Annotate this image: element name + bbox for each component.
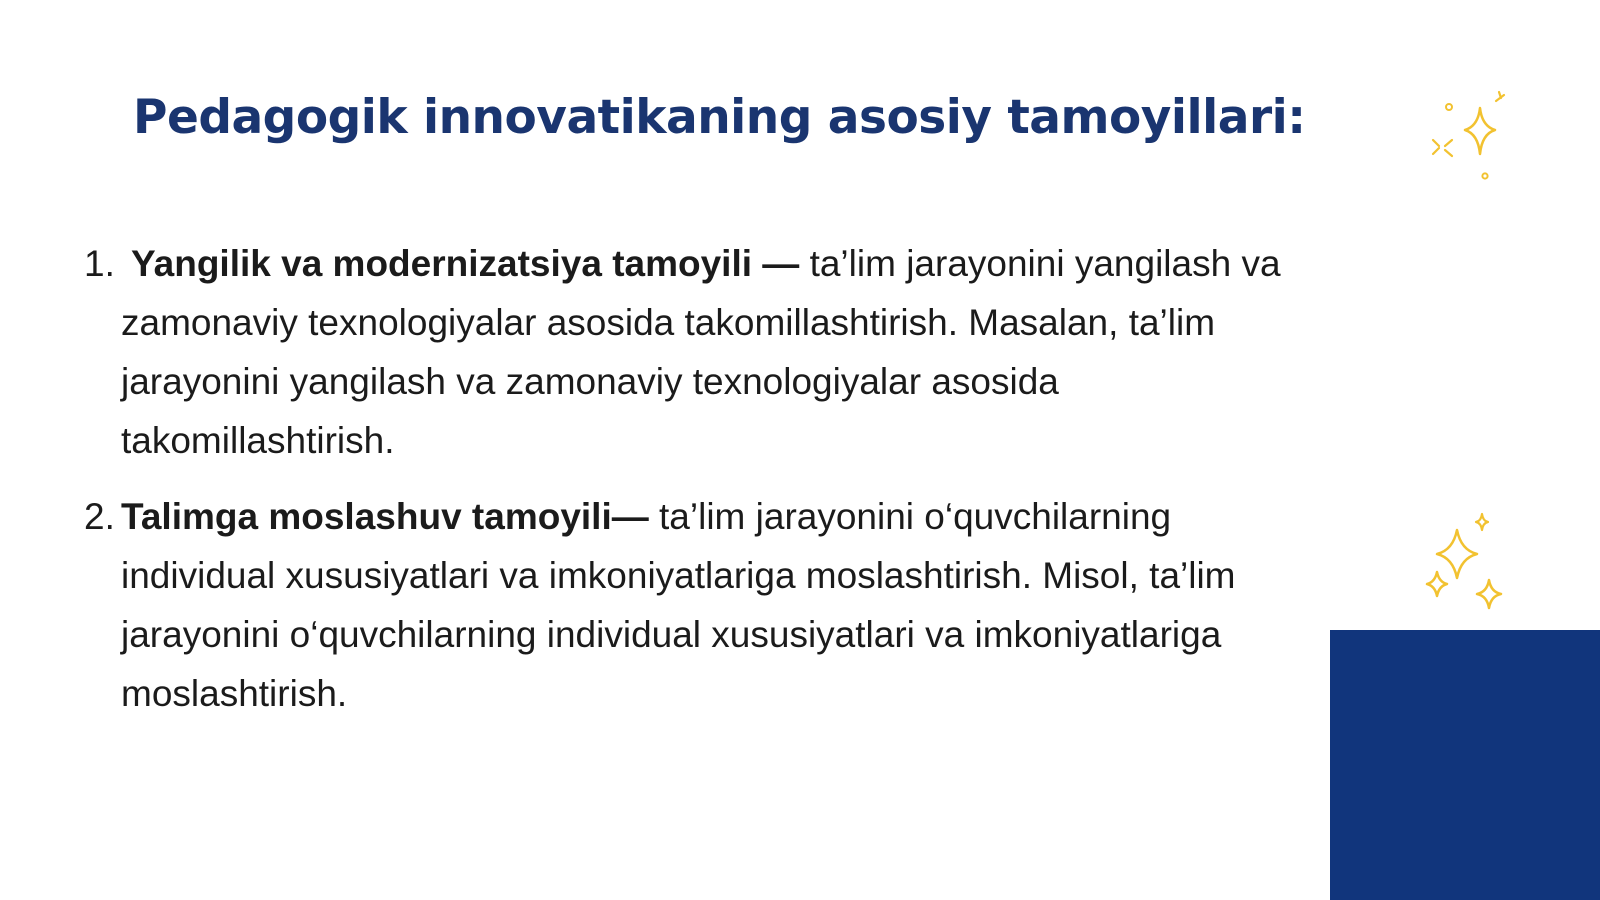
decorative-corner-block xyxy=(1330,630,1600,900)
list-item-body xyxy=(121,487,1334,723)
principle-term: Talimga moslashuv tamoyili— xyxy=(121,496,649,537)
principle-term: Yangilik va modernizatsiya tamoyili — xyxy=(131,243,800,284)
principle-description: ta’lim jarayonini o‘quvchilarning individual xususiyatlari va imkoniyatlariga moslashtirish. Misol, ta’lim jarayonini o‘quvchilarning individual xususiyatlari va imkoniyatlariga moslashtirish. xyxy=(121,496,1236,714)
list-item-body xyxy=(121,234,1334,470)
list-item-number: 2. xyxy=(84,496,115,537)
sparkles-icon xyxy=(1425,512,1525,622)
principle-description: ta’lim jarayonini yangilash va zamonaviy texnologiyalar asosida takomillashtirish. Masalan, ta’lim jarayonini yangilash va zamonaviy texnologiyalar asosida takomillashtirish. xyxy=(121,243,1281,461)
sparkles-icon xyxy=(1425,88,1515,188)
slide-title: Pedagogik innovatikaning asosiy tamoyillari: xyxy=(133,90,1306,145)
principles-list xyxy=(84,234,1334,723)
list-item xyxy=(84,234,1334,470)
list-item xyxy=(84,487,1334,723)
list-item-number: 1. xyxy=(84,243,115,284)
